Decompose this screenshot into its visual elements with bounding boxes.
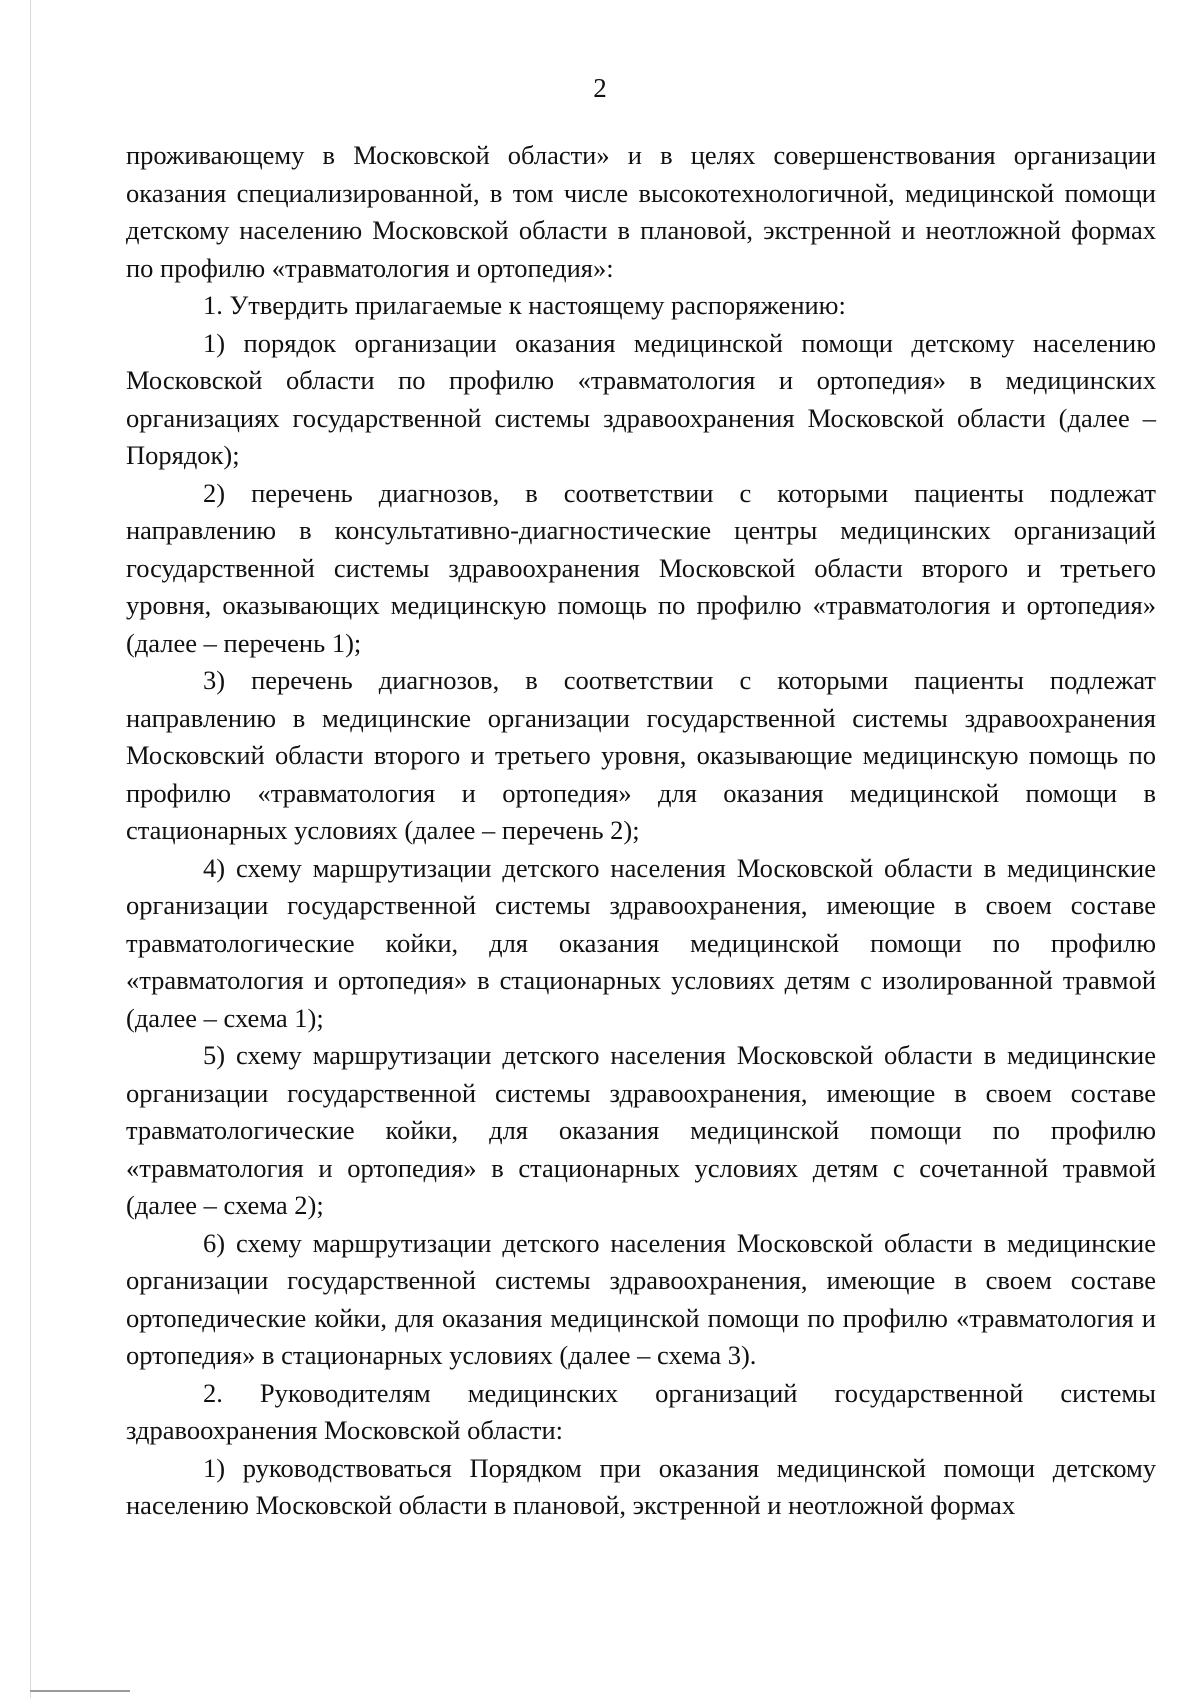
paragraph-item-1-6: 6) схему маршрутизации детского населения Московской области в медицинские организации государственной системы здравоохранения, имеющие в своем составе ортопедические койки, для оказания медицинской помощи по профилю «травматология и ортопедия» в стационарных условиях (далее – схема 3). bbox=[126, 1227, 1156, 1370]
scan-edge-line bbox=[30, 0, 31, 1698]
scan-foot-mark bbox=[30, 1690, 130, 1692]
paragraph-item-1-3: 3) перечень диагнозов, в соответствии с которыми пациенты подлежат направлению в медицинские организации государственной системы здравоохранения Московский области второго и третьего уровня, оказывающие медицинскую помощь по профилю «травматология и ортопедия» для оказания медицинской помощи в стационарных условиях (далее – перечень 2); bbox=[126, 665, 1156, 845]
paragraph-item-1-1: 1) порядок организации оказания медицинской помощи детскому населению Московской области по профилю «травматология и ортопедия» в медицинских организациях государственной системы здравоохранения Московской области (далее – Порядок); bbox=[126, 327, 1156, 470]
page-number: 2 bbox=[593, 73, 607, 103]
paragraph-item-2: 2. Руководителям медицинских организаций государственной системы здравоохранения Московской области: bbox=[126, 1377, 1156, 1445]
paragraph-intro: проживающему в Московской области» и в целях совершенствования организации оказания специализированной, в том числе высокотехнологичной, медицинской помощи детскому населению Московской области в плановой, экстренной и неотложной формах по профилю «травматология и ортопедия»: bbox=[126, 140, 1156, 283]
paragraph-item-1-4: 4) схему маршрутизации детского населения Московской области в медицинские организации государственной системы здравоохранения, имеющие в своем составе травматологические койки, для оказания медицинской помощи по профилю «травматология и ортопедия» в стационарных условиях детям с изолированной травмой (далее – схема 1); bbox=[126, 852, 1156, 1033]
paragraph-item-1-2: 2) перечень диагнозов, в соответствии с которыми пациенты подлежат направлению в консультативно-диагностические центры медицинских организаций государственной системы здравоохранения Московской области второго и третьего уровня, оказывающих медицинскую помощь по профилю «травматология и ортопедия» (далее – перечень 1); bbox=[126, 477, 1156, 658]
paragraph-item-1-5: 5) схему маршрутизации детского населения Московской области в медицинские организации государственной системы здравоохранения, имеющие в своем составе травматологические койки, для оказания медицинской помощи по профилю «травматология и ортопедия» в стационарных условиях детям с сочетанной травмой (далее – схема 2); bbox=[126, 1040, 1156, 1220]
paragraph-item-1: 1. Утвердить прилагаемые к настоящему распоряжению: bbox=[203, 290, 846, 320]
document-body bbox=[126, 137, 1156, 1525]
paragraph-item-2-1: 1) руководствоваться Порядком при оказания медицинской помощи детскому населению Московской области в плановой, экстренной и неотложной формах bbox=[126, 1452, 1156, 1520]
